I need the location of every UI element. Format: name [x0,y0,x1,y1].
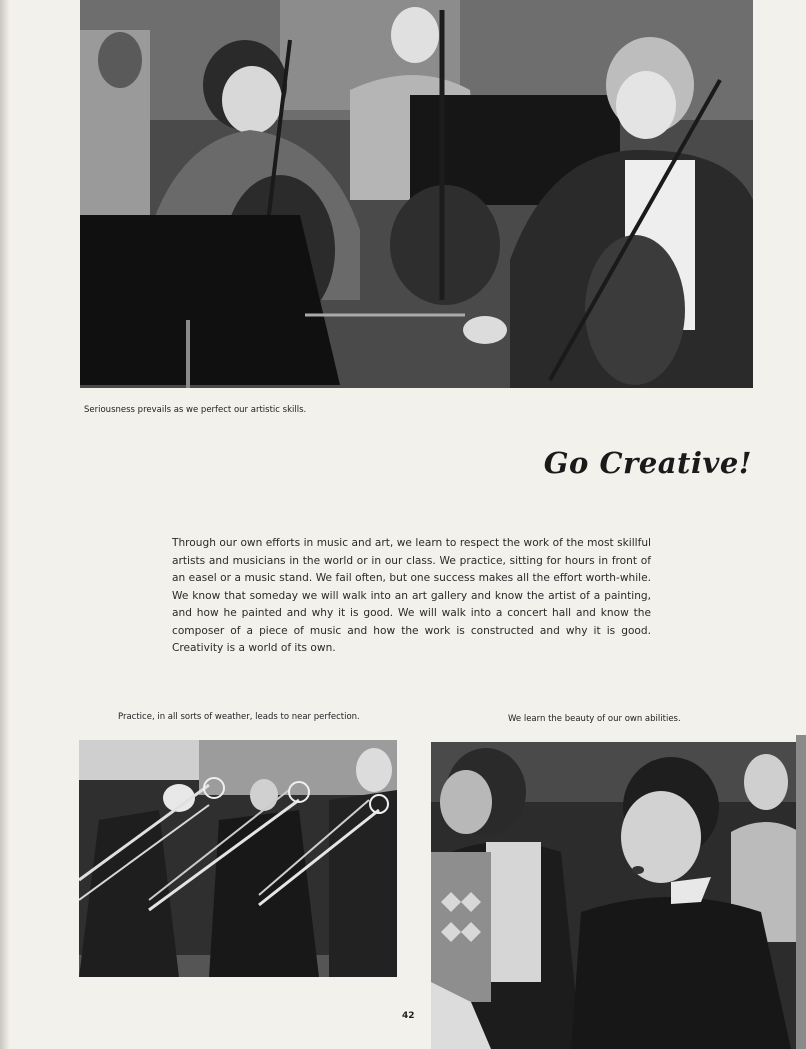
page-headline: Go Creative! [543,446,752,480]
cellists-photo [80,0,753,388]
page-edge-shadow [796,735,806,1049]
singers-photo [431,742,800,1049]
bottom-right-photo-caption: We learn the beauty of our own abilities. [508,714,681,724]
trombone-players-photo [79,740,397,977]
page-binding-shadow [0,0,10,1049]
body-paragraph: Through our own efforts in music and art, we learn to respect the work of the most skillful artists and musicians in the world or in our class. We practice, sitting for hours in front of an easel or a music stand. We fail often, but one success makes all the effort worth-while. We know that someday we will walk into an art gallery and know the artist of a painting, and how he painted and why it is good. We will walk into a concert hall and know the composer of a piece of music and how the work is constructed and why it is good. Creativity is a world of its own. [172,537,651,654]
page-number: 42 [402,1011,415,1021]
bottom-left-photo-caption: Practice, in all sorts of weather, leads to near perfection. [118,712,360,722]
top-photo-caption: Seriousness prevails as we perfect our artistic skills. [84,405,307,415]
